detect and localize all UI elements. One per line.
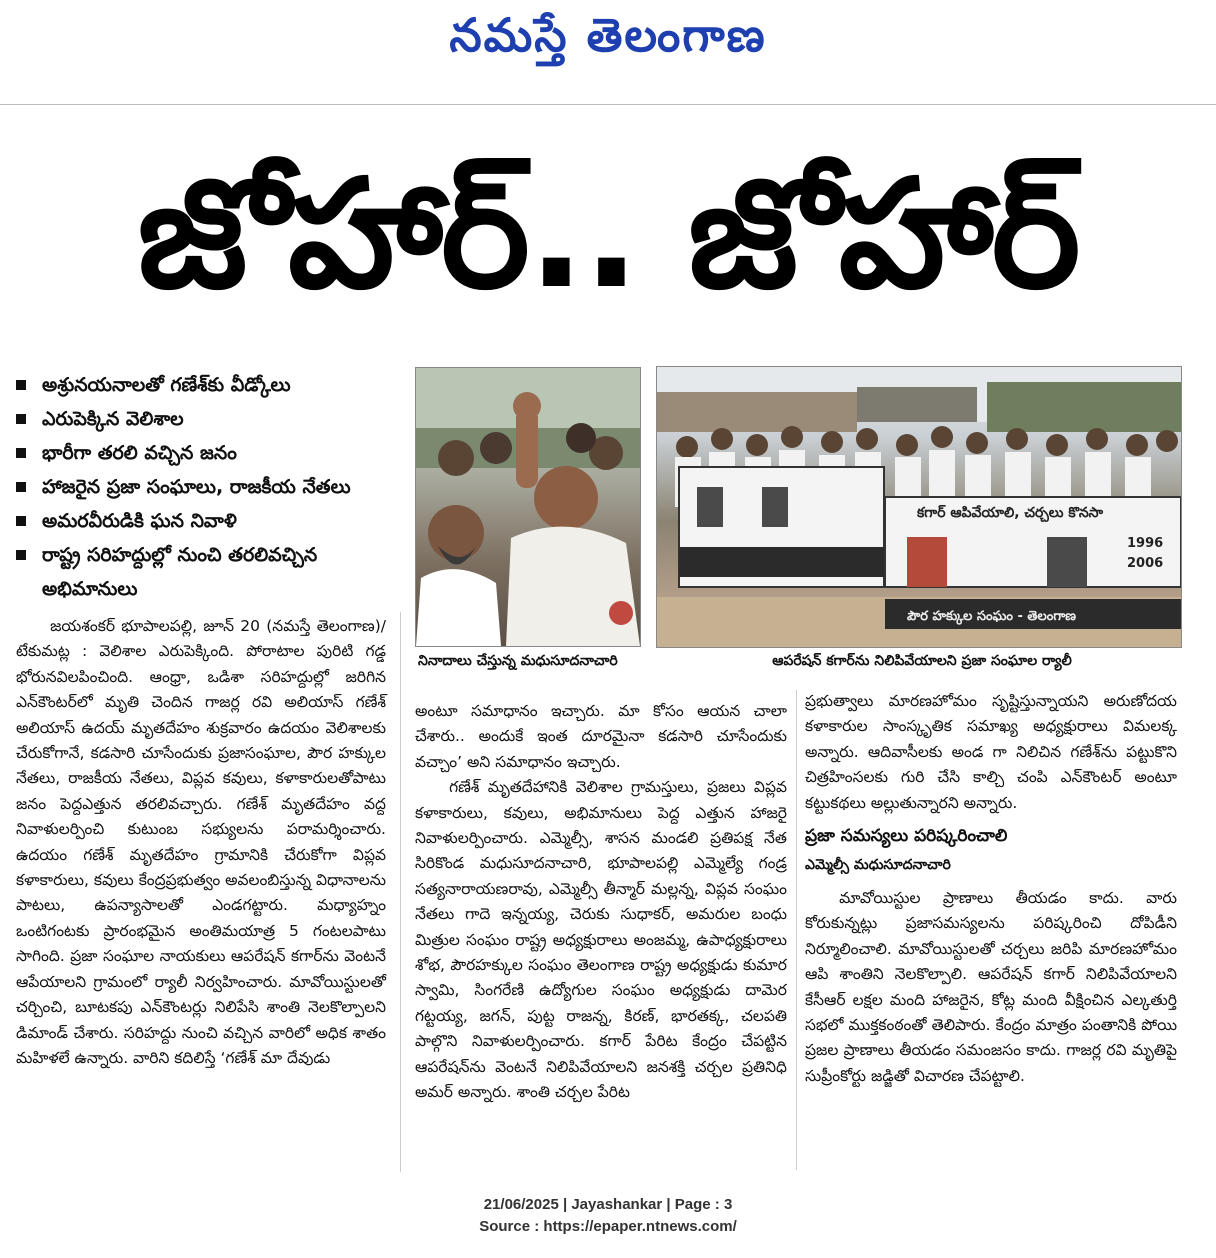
highlight-item: రాష్ట్ర సరిహద్దుల్లో నుంచి తరలివచ్చిన అభిమానులు	[12, 538, 412, 606]
bullet-square-icon	[16, 550, 26, 560]
photo-illustration	[657, 367, 1181, 647]
bullet-square-icon	[16, 516, 26, 526]
photo-rally	[656, 366, 1182, 648]
bullet-square-icon	[16, 482, 26, 492]
article-paragraph: ప్రభుత్వాలు మారణహోమం సృష్టిస్తున్నాయని అరుణోదయ కళాకారుల సాంస్కృతిక సమాఖ్య అధ్యక్షురాలు విమలక్క అన్నారు. ఆదివాసీలకు అండ గా నిలిచిన గణేశ్‌ను పట్టుకొని చిత్రహింసలకు గురి చేసి కాల్చి చంపి ఎన్‌కౌంటర్ అంటూ కట్టుకథలు అల్లుతున్నారని అన్నారు.	[805, 692, 1177, 812]
highlight-item: ఎరుపెక్కిన వెలిశాల	[12, 402, 412, 436]
bullet-square-icon	[16, 448, 26, 458]
highlight-item: హాజరైన ప్రజా సంఘాలు, రాజకీయ నేతలు	[12, 470, 412, 504]
photo-caption: ఆపరేషన్ కగార్‌ను నిలిపివేయాలని ప్రజా సంఘాల ర్యాలీ	[772, 653, 1072, 669]
highlight-item: అశ్రునయనాలతో గణేశ్‌కు వీడ్కోలు	[12, 368, 412, 402]
article-paragraph: జయశంకర్ భూపాలపల్లి, జూన్ 20 (నమస్తే తెలంగాణ)/టేకుమట్ల : వెలిశాల ఎరుపెక్కింది. పోరాటాల పురిటి గడ్డ భోరునవిలపించింది. ఆంధ్రా, ఒడిశా సరిహద్దుల్లో జరిగిన ఎన్‌కౌంటర్‌లో మృతి చెందిన గాజర్ల రవి అలియాస్ గణేశ్ అలియాస్ ఉదయ్ మృతదేహం శుక్రవారం ఉదయం వెలిశాలకు చేరుకోగానే, కడసారి చూసేందుకు ప్రజాసంఘాల, పౌర హక్కుల నేతలు, రాజకీయ నేతలు, విప్లవ కవులు, కళాకారులతోపాటు జనం పెద్దఎత్తున తరలివచ్చారు. గణేశ్ మృతదేహం వద్ద నివాళులర్పించి కుటుంబ సభ్యులను పరామర్శించారు. ఉదయం గణేశ్ మృతదేహం గ్రామానికి చేరుకోగా విప్లవ కళాకారులు, కవులు కేంద్రప్రభుత్వం అవలంబిస్తున్న విధానాలను పాటలు, ఉపన్యాసాలతో ఎండగట్టారు. మధ్యాహ్నం ఒంటిగంటకు ప్రారంభమైన అంతిమయాత్ర 5 గంటలపాటు సాగింది. ప్రజా సంఘాల నాయకులు ఆపరేషన్ కగార్‌ను వెంటనే ఆపేయాలని గ్రామంలో ర్యాలీ నిర్వహించారు. మావోయిస్టులతో చర్చించి, బూటకపు ఎన్‌కౌంటర్లు నిలిపేసి శాంతి నెలకొల్పాలని డిమాండ్ చేశారు. సరిహద్దు నుంచి వచ్చిన వారిలో అధిక శాతం మహిళలే ఉన్నారు. వారిని కదిలిస్తే ‘గణేశ్ మా దేవుడు	[16, 617, 387, 1067]
article-column-1	[16, 614, 386, 1071]
photo-madhusudanachari	[415, 367, 641, 647]
banner-year: 2006	[1127, 556, 1164, 571]
page-footer	[0, 1194, 1216, 1238]
photo-illustration	[416, 368, 640, 646]
article-paragraph: అంటూ సమాధానం ఇచ్చారు. మా కోసం ఆయన చాలా చేశారు.. అందుకే ఇంత దూరమైనా కడసారి చూసేందుకు వచ్చాం’ అని సమాధానం ఇచ్చారు.	[415, 702, 787, 771]
article-column-2	[415, 699, 787, 1106]
highlights-list	[12, 368, 412, 606]
article-paragraph: మావోయిస్టుల ప్రాణాలు తీయడం కాదు. వారు కోరుకున్నట్లు ప్రజాసమస్యలను పరిష్కరించి దోపిడీని నిర్మూలించాలి. మావోయిస్టులతో చర్చలు జరిపి మారణహోమం ఆపి శాంతిని నెలకొల్పాలి. ఆపరేషన్ కగార్ నిలిపివేయాలని కేసీఆర్ లక్షల మంది హాజరైన, కోట్ల మంది వీక్షించిన ఎల్కతుర్తి సభలో ముక్తకంఠంతో తెలిపారు. కేంద్రం మాత్రం పంతానికి పోయి ప్రజల ప్రాణాలు తీయడం సమంజసం కాదు. గాజర్ల రవి మృతిపై సుప్రీంకోర్టు జడ్జితో విచారణ చేపట్టాలి.	[805, 889, 1177, 1085]
highlight-item: అమరవీరుడికి ఘన నివాళి	[12, 504, 412, 538]
banner-text: కగార్ ఆపివేయాలి, చర్చలు కొనసా	[917, 505, 1104, 521]
column-divider	[796, 690, 797, 1170]
bullet-square-icon	[16, 380, 26, 390]
article-subheading: ప్రజా సమస్యలు పరిష్కరించాలి	[805, 826, 1008, 847]
masthead-divider	[0, 104, 1216, 105]
newspaper-logo: నమస్తే తెలంగాణ	[449, 8, 767, 62]
banner-text: పౌర హక్కుల సంఘం - తెలంగాణ	[907, 609, 1077, 624]
bullet-square-icon	[16, 414, 26, 424]
column-divider	[400, 612, 401, 1172]
footer-source-link[interactable]: Source : https://epaper.ntnews.com/	[479, 1218, 737, 1235]
highlight-item: భారీగా తరలి వచ్చిన జనం	[12, 436, 412, 470]
headline: జోహార్.. జోహార్	[137, 148, 1079, 322]
photo-caption: నినాదాలు చేస్తున్న మధుసూదనాచారి	[418, 653, 618, 669]
article-column-3	[805, 689, 1177, 1089]
banner-year: 1996	[1127, 536, 1164, 551]
article-byline: ఎమ్మెల్సీ మధుసూదనాచారి	[805, 857, 951, 874]
article-paragraph: గణేశ్ మృతదేహానికి వెలిశాల గ్రామస్తులు, ప్రజలు విప్లవ కళాకారులు, కవులు, అభిమానులు పెద్ద ఎత్తున హాజరై నివాళులర్పించారు. ఎమ్మెల్సీ, శాసన మండలి ప్రతిపక్ష నేత సిరికొండ మధుసూదనాచారి, భూపాలపల్లి ఎమ్మెల్యే గండ్ర సత్యనారాయణరావు, ఎమ్మెల్సీ తీన్మార్ మల్లన్న, విప్లవ సంఘం నేతలు గాదె ఇన్నయ్య, చెరుకు సుధాకర్, అమరుల బంధు మిత్రుల సంఘం రాష్ట్ర అధ్యక్షురాలు అంజమ్మ, ఉపాధ్యక్షురాలు శోభ, పౌరహక్కుల సంఘం తెలంగాణ రాష్ట్ర అధ్యక్షుడు కుమార స్వామి, సింగరేణి ఉద్యోగుల సంఘం అధ్యక్షుడు దామెర గట్టయ్య, జగన్, పుట్ట రాజన్న, కిరణ్, భారతక్క, చలపతి పాల్గొని నివాళులర్పించారు. కగార్ పేరిట కేంద్రం చేపట్టిన ఆపరేషన్‌ను వెంటనే నిలిపివేయాలని జనశక్తి చర్చల ప్రతినిధి అమర్ అన్నారు. శాంతి చర్చల పేరిట	[415, 778, 787, 1102]
footer-date-line: 21/06/2025 | Jayashankar | Page : 3	[483, 1196, 733, 1213]
